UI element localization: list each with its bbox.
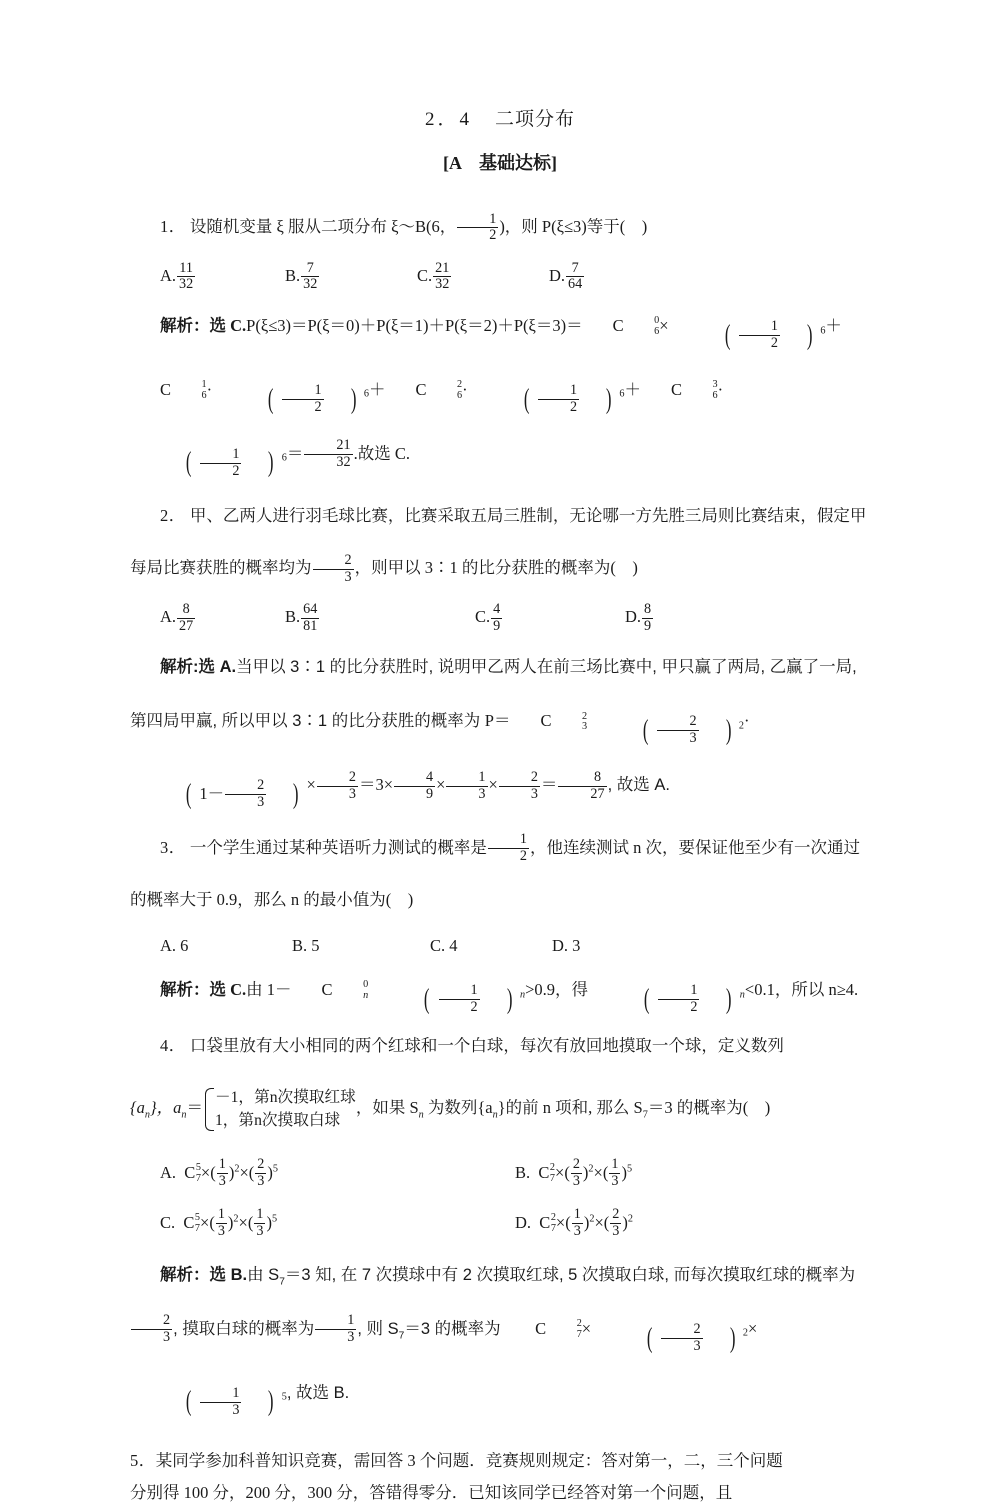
combination-2: C 1 6 (160, 379, 207, 401)
question-3-option-c[interactable]: C. 4 (430, 935, 458, 955)
question-1-text-b: )，则 P(ξ≤3)等于( (499, 217, 626, 236)
question-2-options (130, 594, 870, 640)
question-2-stem (130, 490, 870, 594)
question-2-number: 2． (160, 506, 186, 526)
question-5-line2 (130, 1477, 870, 1509)
question-4-options (130, 1148, 870, 1248)
title-number: 2．4 (424, 109, 472, 130)
solution-choice-4: 选 B. (209, 1265, 248, 1284)
question-3-solution: 解析：选 C.由 1－ C 0 n ( $\frac{1}{2}$ ) $^n$>0.9，得 ( $\frac{1}{2}$ ) $^n$<0.1，所以 n≥4. (130, 966, 870, 1024)
solution-choice-2: 选 A. (198, 658, 237, 677)
question-1-number: 1． (160, 217, 186, 236)
question-1-solution: 解析：选 C.P(ξ≤3)＝P(ξ＝0)＋P(ξ＝1)＋P(ξ＝2)＋P(ξ＝3)＝ C 0 6 × ( $\frac{1}{2}$ ) $^6$＋C 1 6 · ( $\frac{1}{2}$ ) $^6$＋ C 2 6 · ( $\frac{1}{2}$ ) $^6$＋ C 3 6 ·( $\frac{1}{2}$ ) $^6$＝ $\frac{21}{32}$ .故选 C. (130, 299, 870, 490)
question-2-text-b: ，则甲以 3∶1 的比分获胜的概率为( (354, 558, 616, 578)
question-1-text-c: ) (641, 217, 648, 236)
question-2-option-a[interactable]: A. $\frac{8}{27}$ (160, 600, 194, 634)
question-2-solution: 解析:选 A.当甲以 3∶1 的比分获胜时, 说明甲乙两人在前三场比赛中, 甲只赢了两局, 乙赢了一局, 第四局甲赢, 所以甲以 3∶1 的比分获胜的概率为 P＝ C 2 3 ( $\frac{2}{3}$ ) $^2$·( 1－ $\frac{2}{3}$ ) × $\frac{2}{3}$ ＝3× $\frac{4}{9}$ × $\frac{1}{3}$ × $\frac{2}{3}$ ＝ $\frac{8}{27}$ , 故选 A. (130, 658, 857, 811)
solution-label-4: 解析： (160, 1265, 210, 1284)
question-1-option-a[interactable]: A. $\frac{11}{32}$ (160, 259, 194, 293)
question-4-text-b: ，如果 $S_n$ 为数列$\{a_n\}$的前 n 项和, 那么 $S_7=3$ 的概率为( (355, 1097, 749, 1121)
question-3-fraction: $\frac{1}{2}$ (488, 832, 529, 865)
question-5-number: 5． (130, 1451, 156, 1471)
question-1-text-a: 设随机变量 ξ 服从二项分布 ξ～B(6， (189, 217, 457, 236)
question-4-stem-line2: $\{a_n\}$，$a_n=$ －1，第n次摸取红球 1，第n次摸取白球 ，如果 $S_n$ 为数列$\{a_n\}$的前 n 项和, 那么 $S_7=3$ 的概率为( ) (130, 1068, 870, 1148)
question-1-option-b[interactable]: B. $\frac{7}{32}$ (285, 259, 318, 293)
piecewise-definition: －1，第n次摸取红球 1，第n次摸取白球 (203, 1086, 356, 1133)
question-4-option-a[interactable]: A. C 5 7 ×( $\frac{1}{3}$ )$^2$×( $\frac{2}{3}$ )$^5$ (160, 1156, 278, 1190)
sequence-label-a: $\{a_n\}$，$a_n=$ (130, 1097, 203, 1121)
solution-choice-1: 选 C. (209, 316, 247, 335)
question-2-option-d[interactable]: D. $\frac{8}{9}$ (625, 600, 652, 634)
question-2-option-b[interactable]: B. $\frac{64}{81}$ (285, 600, 318, 634)
question-1-option-d[interactable]: D. $\frac{7}{64}$ (549, 259, 583, 293)
question-5-text-line1: 某同学参加科普知识竞赛，需回答 3 个问题．竞赛规则规定：答对第一，二，三个问题 (155, 1451, 783, 1471)
question-4-text-a: 口袋里放有大小相同的两个红球和一个白球，每次有放回地摸取一个球，定义数列 (189, 1035, 784, 1055)
question-3-text-b: ，他连续测试 n 次，要保证他至少有一次通过的概率大于 0.9，那么 n 的最小值为( (130, 837, 860, 909)
question-3-option-a[interactable]: A. 6 (160, 935, 189, 955)
question-5-line1 (130, 1445, 870, 1477)
question-5-text-line2: 分别得 100 分，200 分，300 分，答错得零分．已知该同学已经答对第一个问题，且 (130, 1483, 733, 1503)
question-3-option-d[interactable]: D. 3 (552, 935, 581, 955)
question-1-option-c[interactable]: C. $\frac{21}{32}$ (417, 259, 450, 293)
question-3-option-b[interactable]: B. 5 (292, 935, 320, 955)
combination-q3: C 0 n (321, 979, 369, 1001)
page-content (130, 104, 870, 1509)
question-2-text-a: 甲、乙两人进行羽毛球比赛，比赛采取五局三胜制，无论哪一方先胜三局则比赛结束，假定甲每局比赛获胜的概率均为 (130, 506, 867, 578)
page-title (130, 104, 870, 131)
question-3-number: 3． (160, 837, 186, 857)
solution-label-1: 解析： (160, 316, 210, 335)
question-4-number: 4． (160, 1035, 186, 1055)
question-2-text-c: ) (632, 558, 638, 578)
question-4-option-c[interactable]: C. C 5 7 ×( $\frac{1}{3}$ )$^2$×( $\frac{1}{3}$ )$^5$ (160, 1206, 278, 1240)
question-3-text-c: ) (407, 889, 414, 909)
question-1-options (130, 253, 870, 299)
title-text: 二项分布 (495, 109, 576, 130)
question-4-solution: 解析：选 B.由 $S_7=3$ 知, 在 7 次摸球中有 2 次摸取红球, 5 次摸取白球, 而每次摸取红球的概率为 $\frac{2}{3}$ , 摸取白球的概率为 $\frac{1}{3}$ , 则 $S_7=3$ 的概率为 C 2 7 × ( $\frac{2}{3}$ ) $^2$×( $\frac{1}{3}$ ) $^5$, 故选 B. (130, 1248, 870, 1430)
section-heading: [A 基础达标] (443, 153, 557, 173)
question-1-stem (130, 201, 870, 253)
combination-4: C 3 6 (671, 379, 718, 401)
combination-q4: C 2 7 (535, 1318, 582, 1340)
question-1-fraction: $\frac{1}{2}$ (457, 212, 498, 245)
solution-label-3: 解析： (160, 979, 210, 999)
question-2-option-c[interactable]: C. $\frac{4}{9}$ (475, 600, 501, 634)
combination-3: C 2 6 (415, 379, 463, 401)
question-4-option-b[interactable]: B. C 2 7 ×( $\frac{2}{3}$ )$^2$×( $\frac{1}{3}$ )$^5$ (515, 1156, 633, 1190)
solution-label-2: 解析: (160, 658, 199, 677)
question-3-text-a: 一个学生通过某种英语听力测试的概率是 (189, 837, 487, 857)
question-3-stem (130, 822, 870, 926)
question-4-stem-line1 (130, 1024, 870, 1068)
combination-1: C 0 6 (612, 315, 660, 337)
question-2-fraction: $\frac{2}{3}$ (313, 553, 354, 586)
question-3-options (130, 926, 870, 966)
question-4-option-d[interactable]: D. C 2 7 ×( $\frac{1}{3}$ )$^2$×( $\frac{2}{3}$ )$^2$ (515, 1206, 633, 1240)
solution-choice-3: 选 C. (209, 979, 247, 999)
combination-q2: C 2 3 (540, 710, 588, 733)
